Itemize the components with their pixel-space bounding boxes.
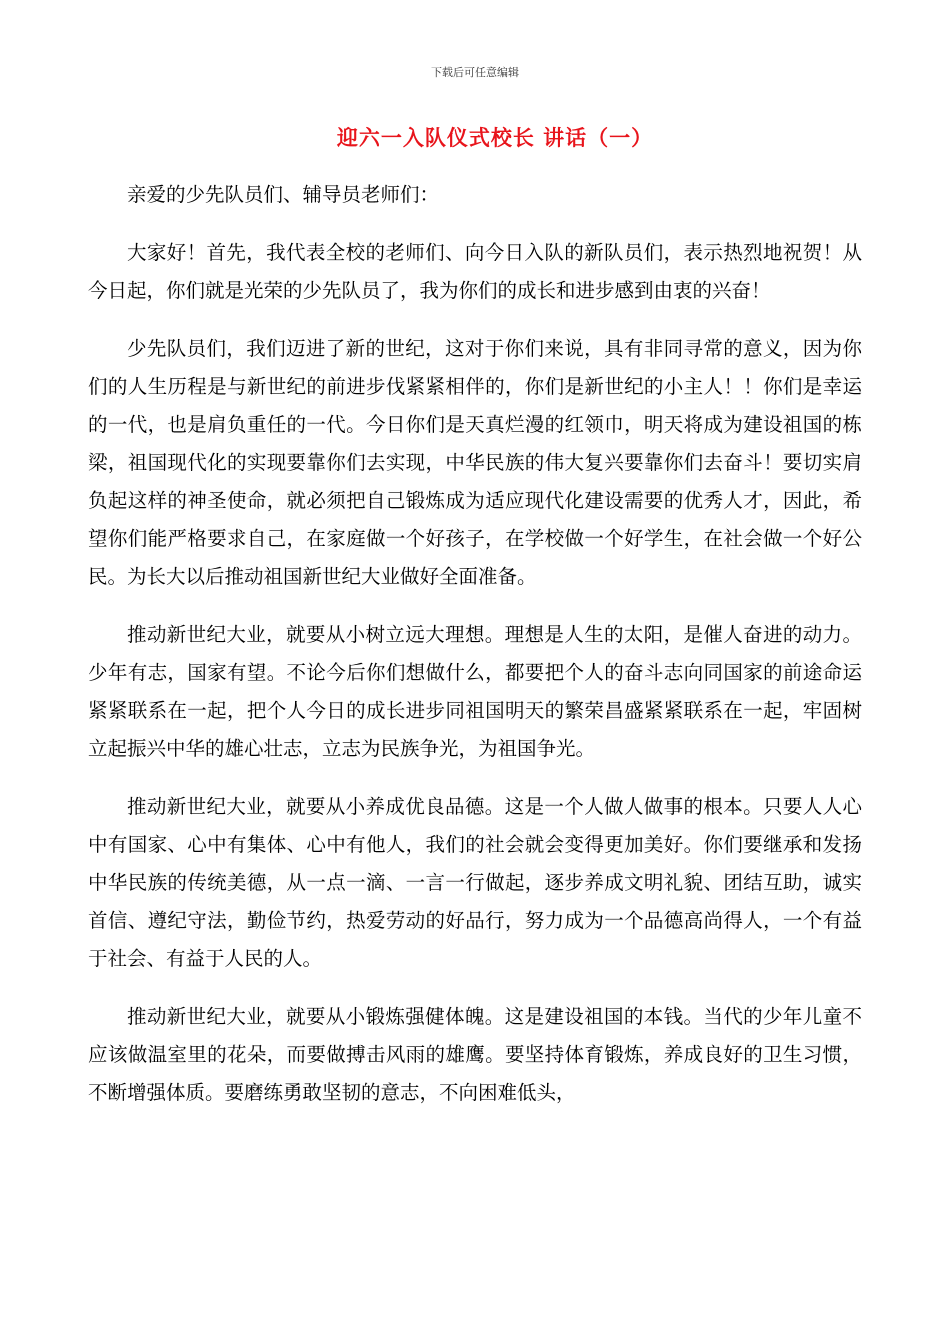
header-note: 下载后可任意编辑 (431, 66, 519, 79)
body-paragraph-3: 推动新世纪大业，就要从小树立远大理想。理想是人生的太阳，是催人奋进的动力。少年有志，国家有望。不论今后你们想做什么，都要把个人的奋斗志向同国家的前途命运紧紧联系在一起，把个人今日的成长进步同祖国明天的繁荣昌盛紧紧联系在一起，牢固树立起振兴中华的雄心壮志，立志为民族争光，为祖国争光。 (88, 623, 862, 760)
document-title: 迎六一入队仪式校长 讲话（一） (336, 125, 654, 150)
body-paragraph-5: 推动新世纪大业，就要从小锻炼强健体魄。这是建设祖国的本钱。当代的少年儿童不应该做温室里的花朵，而要做搏击风雨的雄鹰。要坚持体育锻炼，养成良好的卫生习惯，不断增强体质。要磨练勇敢坚韧的意志，不向困难低头， (88, 1005, 862, 1104)
greeting-paragraph: 亲爱的少先队员们、辅导员老师们： (127, 183, 440, 206)
body-paragraph-1: 大家好！首先，我代表全校的老师们、向今日入队的新队员们，表示热烈地祝贺！从今日起，你们就是光荣的少先队员了，我为你们的成长和进步感到由衷的兴奋！ (88, 241, 862, 302)
document-body (88, 176, 862, 1132)
body-paragraph-2: 少先队员们，我们迈进了新的世纪，这对于你们来说，具有非同寻常的意义，因为你们的人生历程是与新世纪的前进步伐紧紧相伴的，你们是新世纪的小主人！！你们是幸运的一代，也是肩负重任的一代。今日你们是天真烂漫的红领巾，明天将成为建设祖国的栋梁，祖国现代化的实现要靠你们去实现，中华民族的伟大复兴要靠你们去奋斗！要切实肩负起这样的神圣使命，就必须把自己锻炼成为适应现代化建设需要的优秀人才，因此，希望你们能严格要求自己，在家庭做一个好孩子，在学校做一个好学生，在社会做一个好公民。为长大以后推动祖国新世纪大业做好全面准备。 (88, 337, 862, 588)
body-paragraph-4: 推动新世纪大业，就要从小养成优良品德。这是一个人做人做事的根本。只要人人心中有国家、心中有集体、心中有他人，我们的社会就会变得更加美好。你们要继承和发扬中华民族的传统美德，从一点一滴、一言一行做起，逐步养成文明礼貌、团结互助，诚实首信、遵纪守法，勤俭节约，热爱劳动的好品行，努力成为一个品德高尚得人，一个有益于社会、有益于人民的人。 (88, 795, 862, 970)
